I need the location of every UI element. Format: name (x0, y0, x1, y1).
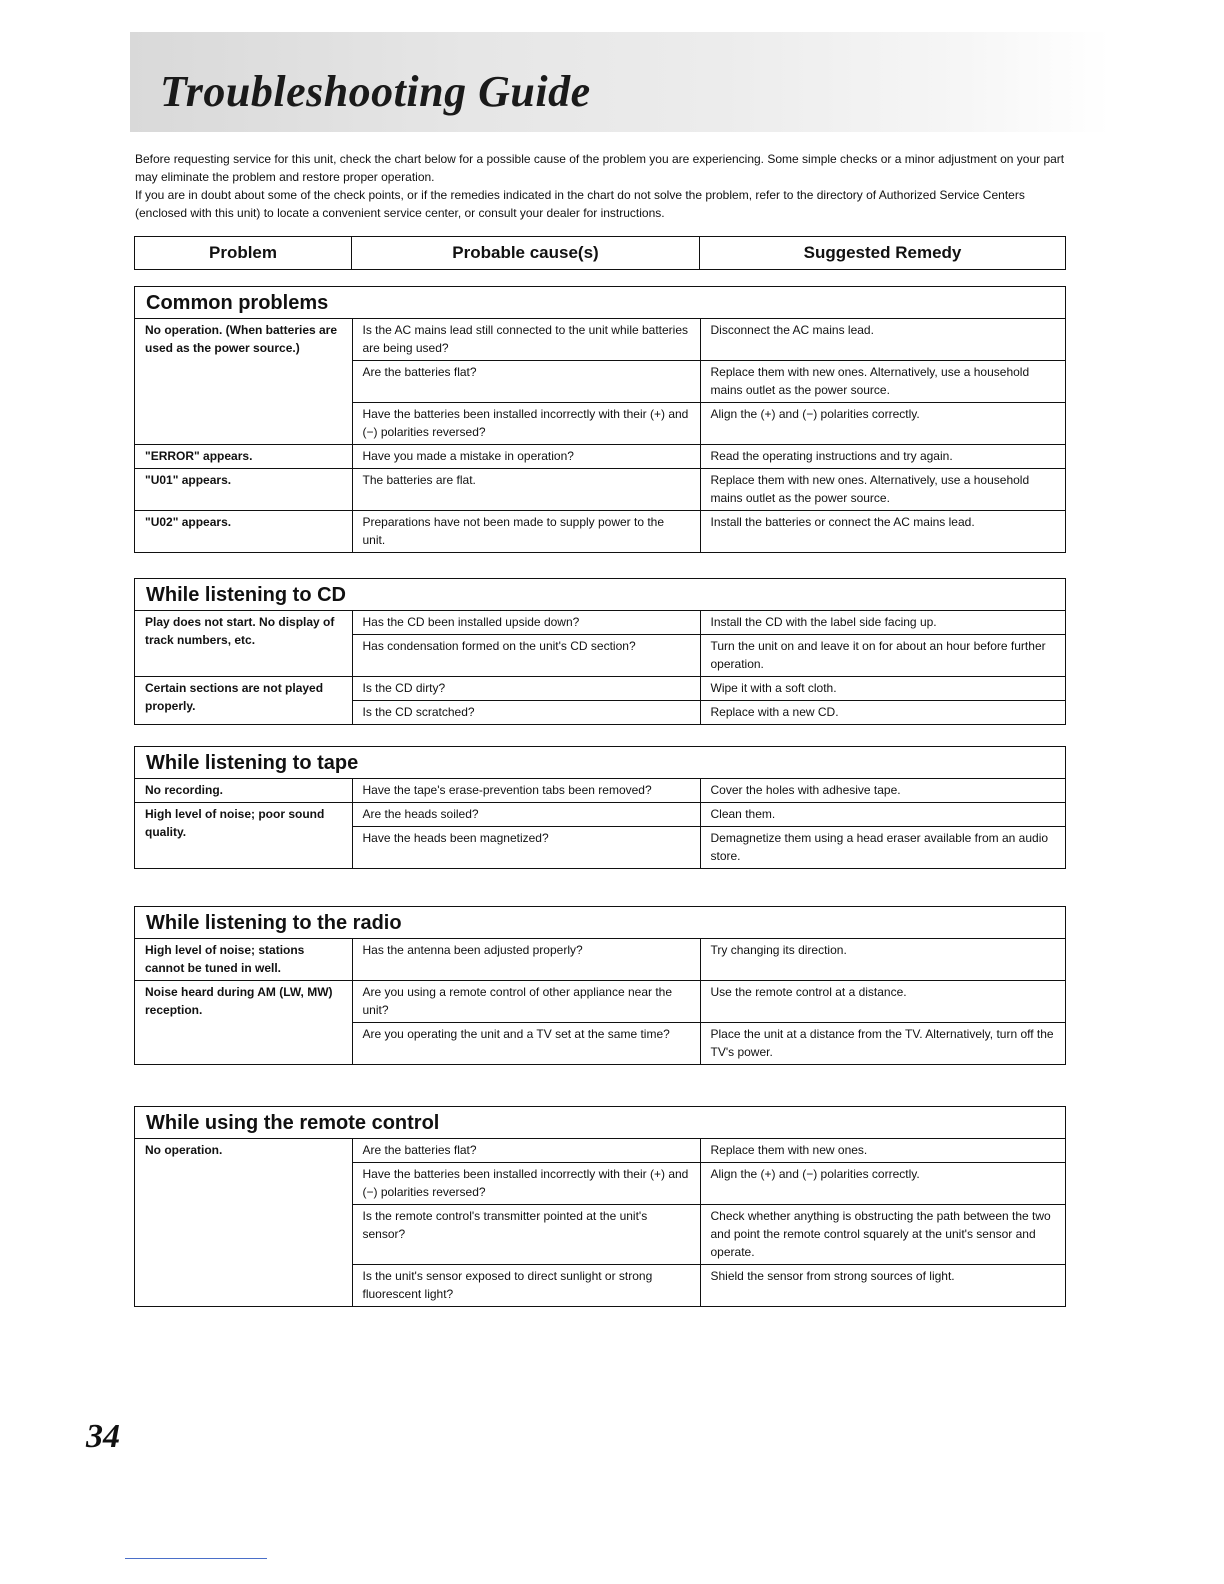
remedy-cell: Align the (+) and (−) polarities correctly. (700, 1163, 1065, 1205)
section-table (135, 319, 1065, 552)
problem-cell: High level of noise; stations cannot be tuned in well. (135, 939, 352, 981)
remedy-cell: Wipe it with a soft cloth. (700, 677, 1065, 701)
cause-cell: Is the CD dirty? (352, 677, 700, 701)
cause-cell: Are the heads soiled? (352, 803, 700, 827)
remedy-cell: Demagnetize them using a head eraser available from an audio store. (700, 827, 1065, 869)
table-row (135, 319, 1065, 361)
table-row (135, 779, 1065, 803)
section-3 (134, 906, 1066, 1065)
cause-cell: Is the CD scratched? (352, 701, 700, 725)
cause-cell: Have the batteries been installed incorrectly with their (+) and (−) polarities reversed? (352, 1163, 700, 1205)
remedy-cell: Clean them. (700, 803, 1065, 827)
remedy-cell: Disconnect the AC mains lead. (710, 323, 874, 337)
problem-cell: Noise heard during AM (LW, MW) reception. (135, 981, 352, 1065)
remedy-cell: Cover the holes with adhesive tape. (710, 783, 901, 797)
intro-text (135, 150, 1065, 222)
problem-cell: No recording. (135, 779, 352, 803)
section-title: While listening to CD (135, 579, 1065, 611)
section-title: Common problems (135, 287, 1065, 319)
header-suggested-remedy: Suggested Remedy (803, 243, 962, 262)
remedy-cell: Replace them with new ones. Alternatively, use a household mains outlet as the power source. (700, 361, 1065, 403)
problem-cell: High level of noise; poor sound quality. (135, 803, 352, 869)
table-row (135, 1139, 1065, 1163)
remedy-cell: Install the CD with the label side facing up. (710, 615, 937, 629)
cause-cell: Has the CD been installed upside down? (352, 611, 700, 635)
section-table (135, 611, 1065, 724)
table-row (135, 677, 1065, 701)
cause-cell: Are you operating the unit and a TV set at the same time? (352, 1023, 700, 1065)
table-row (135, 611, 1065, 635)
remedy-cell: Replace them with new ones. (710, 1143, 868, 1157)
remedy-cell: Place the unit at a distance from the TV. Alternatively, turn off the TV's power. (700, 1023, 1065, 1065)
cause-cell: Is the unit's sensor exposed to direct sunlight or strong fluorescent light? (352, 1265, 700, 1307)
cause-cell: Are the batteries flat? (352, 361, 700, 403)
section-1 (134, 578, 1066, 725)
section-0 (134, 286, 1066, 553)
remedy-cell: Check whether anything is obstructing the path between the two and point the remote control squarely at the unit's sensor and operate. (700, 1205, 1065, 1265)
problem-cell: "U01" appears. (135, 469, 352, 511)
header-problem: Problem (135, 237, 352, 269)
problem-cell: "ERROR" appears. (135, 445, 352, 469)
cause-cell: Is the AC mains lead still connected to the unit while batteries are being used? (352, 319, 700, 361)
remedy-cell: Read the operating instructions and try again. (700, 445, 1065, 469)
cause-cell: The batteries are flat. (352, 469, 700, 511)
problem-cell: Certain sections are not played properly. (135, 677, 352, 725)
section-table (135, 939, 1065, 1064)
section-2 (134, 746, 1066, 869)
cause-cell: Has condensation formed on the unit's CD section? (352, 635, 700, 677)
cause-cell: Have the tape's erase-prevention tabs been removed? (352, 779, 700, 803)
table-row (135, 981, 1065, 1023)
problem-cell: No operation. (When batteries are used as the power source.) (135, 319, 352, 445)
cause-cell: Have the heads been magnetized? (352, 827, 700, 869)
intro-paragraph-1: Before requesting service for this unit, check the chart below for a possible cause of the problem you are experiencing. Some simple checks or a minor adjustment on your part may eliminate the problem and restore proper operation. (135, 152, 1065, 184)
remedy-cell: Turn the unit on and leave it on for about an hour before further operation. (700, 635, 1065, 677)
cause-cell: Are you using a remote control of other appliance near the unit? (352, 981, 700, 1023)
remedy-cell: Replace with a new CD. (700, 701, 1065, 725)
problem-cell: No operation. (135, 1139, 352, 1306)
cause-cell: Are the batteries flat? (352, 1139, 700, 1163)
table-row (135, 445, 1065, 469)
table-row (135, 803, 1065, 827)
problem-cell: Play does not start. No display of track numbers, etc. (135, 611, 352, 677)
column-header-row (134, 236, 1066, 270)
section-4 (134, 1106, 1066, 1307)
cause-cell: Preparations have not been made to supply power to the unit. (352, 511, 700, 553)
table-row (135, 939, 1065, 981)
intro-paragraph-2: If you are in doubt about some of the check points, or if the remedies indicated in the chart do not solve the problem, refer to the directory of Authorized Service Centers (enclosed with this unit) to locate a convenient service center, or consult your dealer for instructions. (135, 188, 1025, 220)
cause-cell: Has the antenna been adjusted properly? (352, 939, 700, 981)
problem-cell: "U02" appears. (135, 511, 352, 553)
cause-cell: Is the remote control's transmitter pointed at the unit's sensor? (352, 1205, 700, 1265)
remedy-cell: Use the remote control at a distance. (700, 981, 1065, 1023)
page-title: Troubleshooting Guide (160, 67, 591, 116)
table-row (135, 469, 1065, 511)
section-table (135, 1139, 1065, 1306)
cause-cell: Have you made a mistake in operation? (352, 445, 700, 469)
section-title: While using the remote control (135, 1107, 1065, 1139)
section-title: While listening to tape (135, 747, 1065, 779)
section-table (135, 779, 1065, 868)
remedy-cell: Shield the sensor from strong sources of light. (700, 1265, 1065, 1307)
remedy-cell: Try changing its direction. (710, 943, 847, 957)
remedy-cell: Align the (+) and (−) polarities correctly. (700, 403, 1065, 445)
table-row (135, 511, 1065, 553)
page-number: 34 (86, 1418, 120, 1455)
cause-cell: Have the batteries been installed incorrectly with their (+) and (−) polarities reversed? (352, 403, 700, 445)
remedy-cell: Replace them with new ones. Alternatively, use a household mains outlet as the power source. (700, 469, 1065, 511)
section-title: While listening to the radio (135, 907, 1065, 939)
footer-rule (125, 1558, 267, 1559)
header-probable-causes: Probable cause(s) (352, 237, 700, 269)
remedy-cell: Install the batteries or connect the AC mains lead. (700, 511, 1065, 553)
